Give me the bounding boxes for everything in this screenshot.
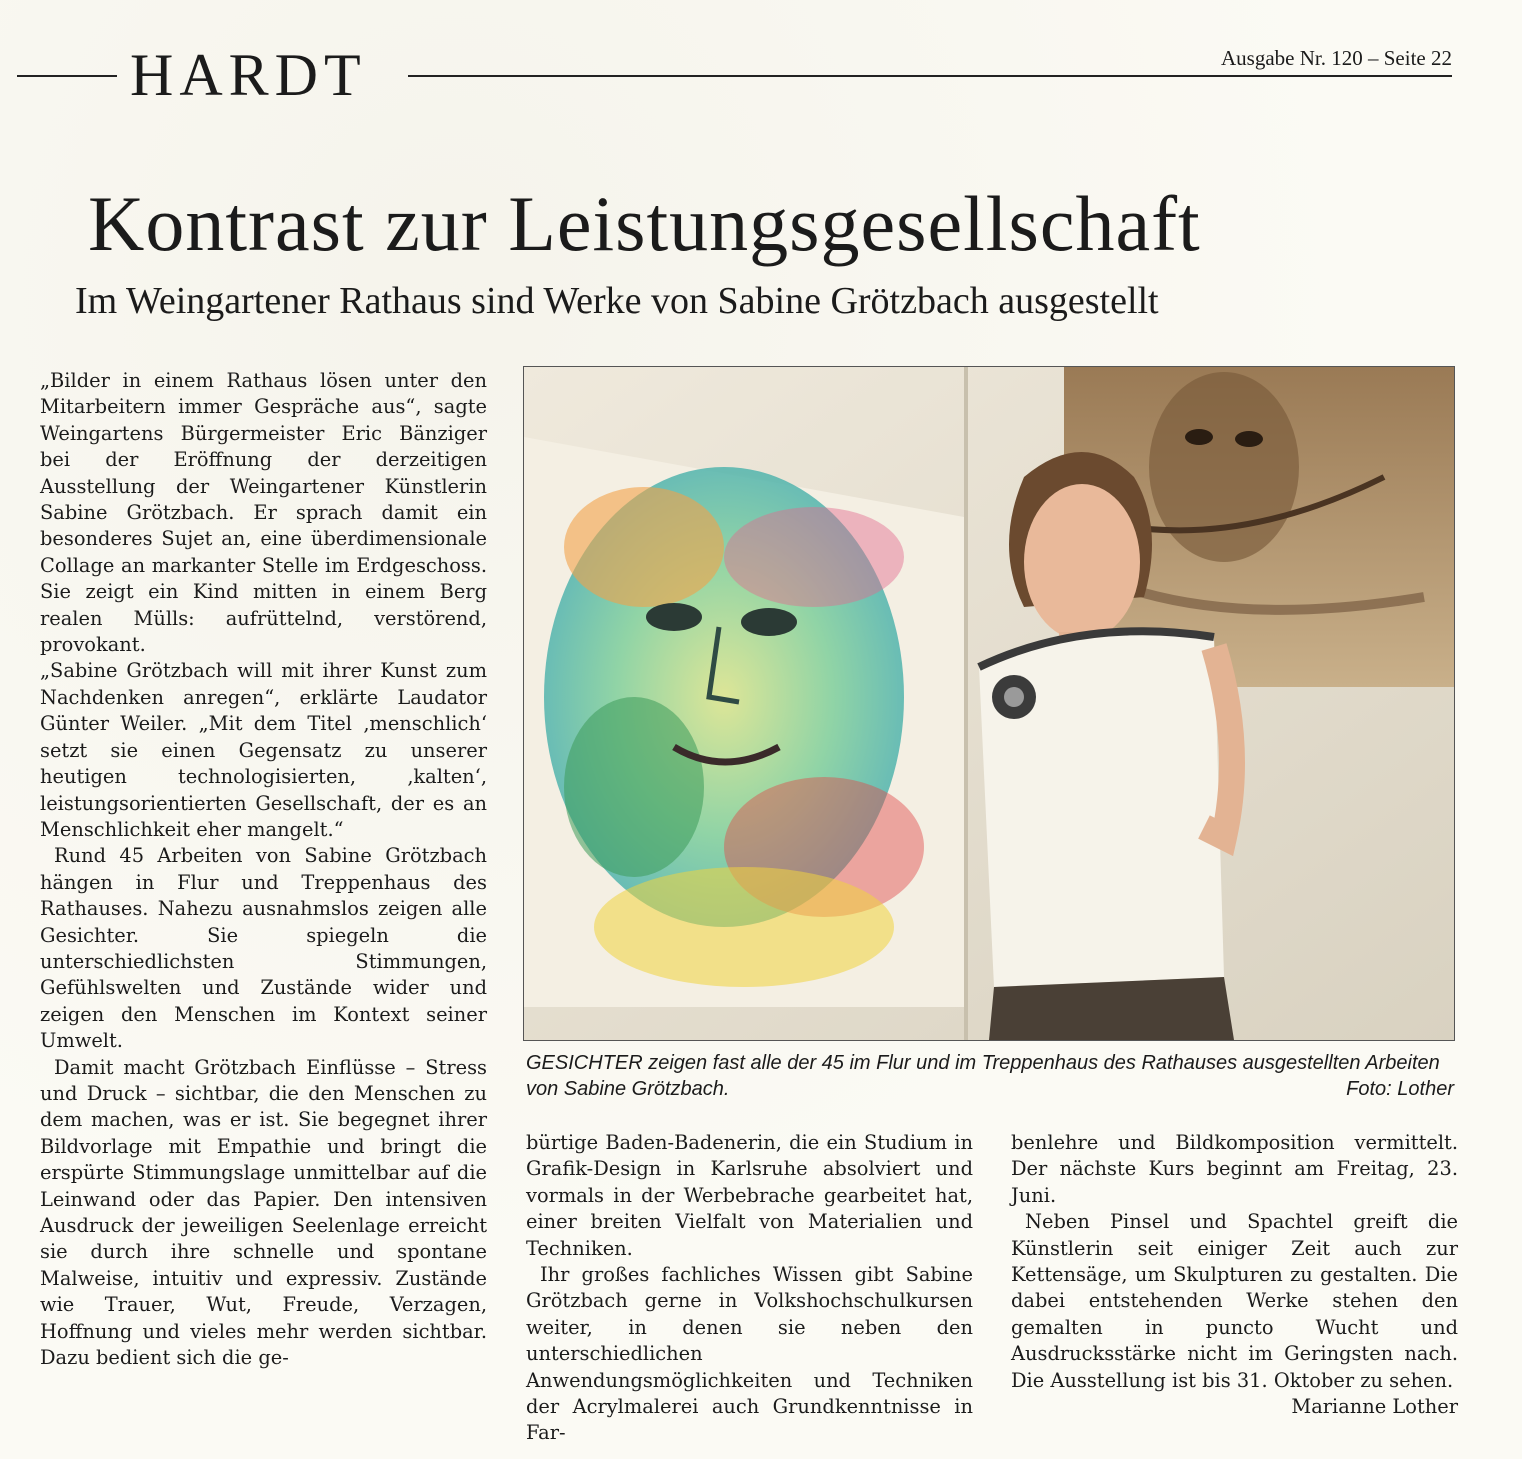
article-column-1 [40, 368, 487, 1371]
caption-text: GESICHTER zeigen fast alle der 45 im Flur und im Treppenhaus des Rathauses ausgestellten Arbeiten von Sabine Grötzbach. [526, 1052, 1440, 1100]
photo-credit: Foto: Lother [1346, 1078, 1454, 1100]
subheadline: Im Weingartener Rathaus sind Werke von Sabine Grötzbach ausgestellt [75, 280, 1159, 322]
paragraph: Damit macht Grötzbach Einflüsse – Stress und Druck – sichtbar, die den Menschen zu dem machen, was er ist. Sie begegnet ihrer Bildvorlage mit Empathie und bringt die erspürte Stimmungslage unmittelbar auf die Leinwand oder das Papier. Den intensiven Ausdruck der jeweiligen Seelenlage erreicht sie durch ihre schnelle und spontane Malweise, intuitiv und expressiv. Zustände wie Trauer, Wut, Freude, Verzagen, Hoffnung und vieles mehr werden sichtbar. Dazu bedient sich die ge- [40, 1055, 487, 1370]
paragraph: Rund 45 Arbeiten von Sabine Grötzbach hängen in Flur und Treppenhaus des Rathauses. Nahezu ausnahmslos zeigen alle Gesichter. Sie spiegeln die unterschiedlichsten Stimmungen, Gefühlswelten und Zustände wider und zeigen den Menschen im Kontext seiner Umwelt. [40, 844, 487, 1053]
photo-illustration [524, 367, 1454, 1040]
section-rule-left [17, 75, 117, 77]
paragraph: benlehre und Bildkomposition vermittelt. Der nächste Kurs beginnt am Freitag, 23. Juni. [1011, 1131, 1458, 1207]
paragraph: bürtige Baden-Badenerin, die ein Studium in Grafik-Design in Karlsruhe absolviert und vormals in der Werbebrache gearbeitet hat, einer breiten Vielfalt von Materialien und Techniken. [526, 1131, 973, 1260]
paragraph: Neben Pinsel und Spachtel greift die Künstlerin seit einiger Zeit auch zur Kettensäge, um Skulpturen zu gestalten. Die dabei entstehenden Werke stehen den gemalten in puncto Wucht und Ausdrucksstärke nicht im Geringsten nach. Die Ausstellung ist bis 31. Oktober zu sehen. [1011, 1210, 1458, 1392]
paragraph: „Bilder in einem Rathaus lösen unter den Mitarbeitern immer Gespräche aus“, sagte Weingartens Bürgermeister Eric Bänziger bei der Eröffnung der derzeitigen Ausstellung der Weingartener Künstlerin Sabine Grötzbach. Er sprach damit ein besonderes Sujet an, eine überdimensionale Collage an markanter Stelle im Erdgeschoss. Sie zeigt ein Kind mitten in einem Berg realen Mülls: aufrüttelnd, verstörend, provokant. [40, 369, 487, 657]
colorful-portrait-painting [524, 437, 964, 1007]
photo-caption [526, 1050, 1454, 1102]
author-byline: Marianne Lother [1291, 1395, 1458, 1419]
article-column-3 [1011, 1130, 1458, 1420]
article-column-2 [526, 1130, 973, 1447]
paragraph: Ihr großes fachliches Wissen gibt Sabine Grötzbach gerne in Volkshochschulkursen weiter, in denen sie neben den unterschiedlichen Anwendungsmöglichkeiten und Techniken der Acrylmalerei auch Grundkenntnisse in Far- [526, 1263, 973, 1445]
article-photo [523, 366, 1455, 1041]
headline: Kontrast zur Leistungsgesellschaft [88, 180, 1201, 267]
section-title: HARDT [130, 42, 367, 108]
paragraph: „Sabine Grötzbach will mit ihrer Kunst zum Nachdenken anregen“, erklärte Laudator Günter Weiler. „Mit dem Titel ‚menschlich‘ setzt sie einen Gegensatz zu unserer heutigen technologisierten, ‚kalten‘, leistungsorientierten Gesellschaft, der es an Menschlichkeit eher mangelt.“ [40, 659, 487, 841]
issue-info: Ausgabe Nr. 120 – Seite 22 [1221, 46, 1452, 70]
section-rule-right [408, 75, 1452, 77]
